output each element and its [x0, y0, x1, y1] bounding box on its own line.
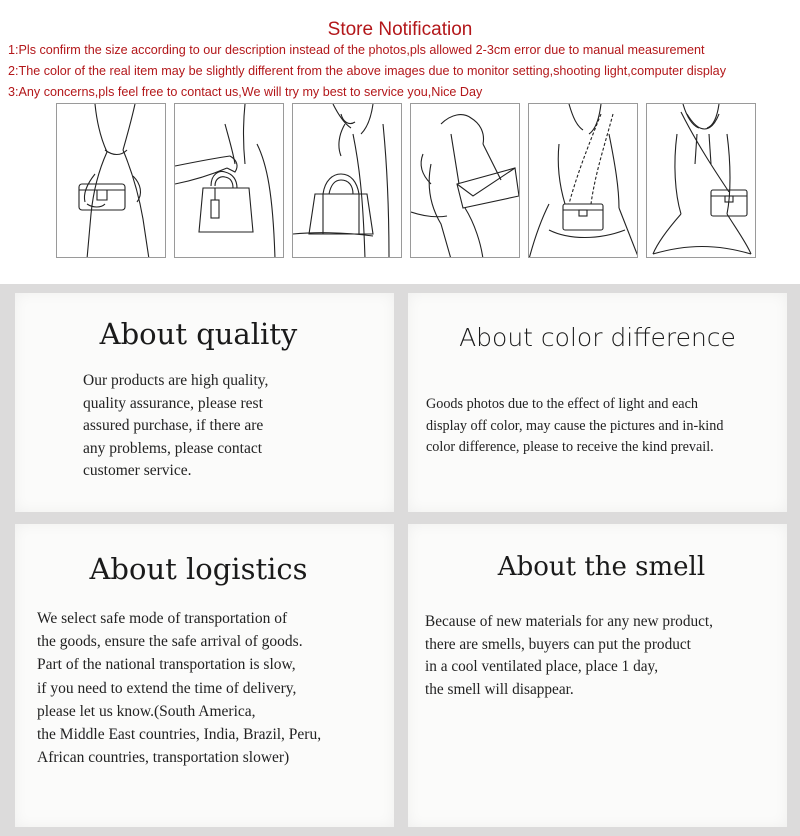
card-title-color-difference: About color difference [459, 323, 736, 352]
card-title-smell: About the smell [497, 552, 706, 582]
crossbody-bag-illustration-icon [528, 103, 638, 258]
card-body-quality: Our products are high quality, quality assurance, please rest assured purchase, if there are any problems, please contact customer service. [83, 372, 269, 479]
handbag-carry-illustration-icon [174, 103, 284, 258]
notification-line-3: 3:Any concerns,pls feel free to contact us,We will try my best to service you,Nice Day [8, 85, 483, 99]
notification-line-1: 1:Pls confirm the size according to our description instead of the photos,pls allowed 2-3cm error due to manual measurement [8, 43, 705, 57]
card-title-quality: About quality [99, 317, 298, 351]
clutch-bag-illustration-icon [56, 103, 166, 258]
card-body-smell: Because of new materials for any new product, there are smells, buyers can put the product in a cool ventilated place, place 1 day, the smell will disappear. [425, 613, 713, 699]
mini-crossbody-illustration-icon [646, 103, 756, 258]
tote-bag-illustration-icon [292, 103, 402, 258]
notification-title: Store Notification [327, 19, 473, 40]
card-body-color-difference: Goods photos due to the effect of light and each display off color, may cause the pictures and in-kind color difference, please to receive the kind prevail. [426, 396, 724, 455]
card-about-logistics [15, 524, 394, 827]
card-about-quality [15, 293, 394, 512]
card-about-smell [408, 524, 787, 827]
notification-line-2: 2:The color of the real item may be slightly different from the above images due to monitor setting,shooting light,computer display [8, 64, 726, 78]
info-cards [0, 284, 800, 836]
card-title-logistics: About logistics [89, 552, 308, 586]
shoulder-bag-illustration-icon [410, 103, 520, 258]
card-about-color-difference [408, 293, 787, 512]
card-body-logistics: We select safe mode of transportation of the goods, ensure the safe arrival of goods. Part of the national transportation is slow, if you need to extend the time of delivery, please let us know.(South America, the Middle East countries, India, Brazil, Peru, African countries, transportation slower) [37, 610, 322, 767]
bag-style-illustrations [56, 103, 760, 260]
store-notification [0, 0, 800, 100]
